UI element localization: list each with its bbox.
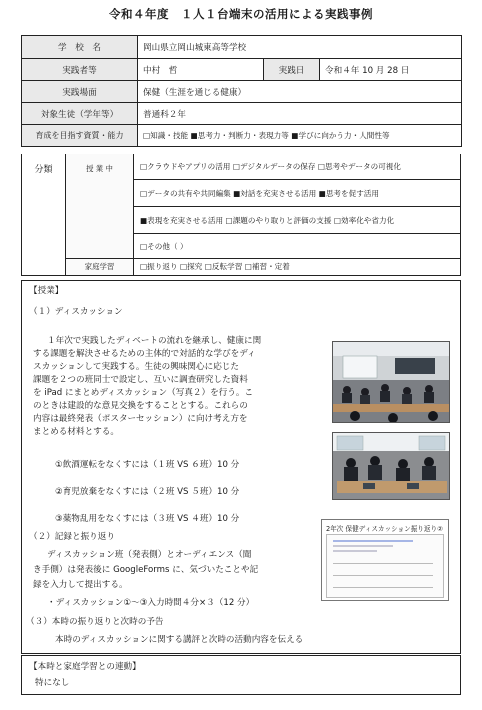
lesson-heading: 【授業】: [29, 286, 64, 296]
body-line: 内容は最終発表（ポスターセッション）に向け考え方を: [33, 414, 248, 424]
forms-text-bar: [333, 545, 393, 547]
section-2-title: （２）記録と振り返り: [29, 532, 115, 542]
body-line: １年次で実践したディベートの流れを継承し、健康に関: [47, 336, 262, 346]
home-study-label: 家庭学習: [66, 259, 134, 275]
target-label: 対象生徒（学年等）: [22, 103, 138, 125]
body-line: スカッションして実践する。生徒の興味関心に応じた: [33, 362, 239, 372]
forms-preview: [326, 534, 444, 598]
section-3-title: （３）本時の振り返りと次時の予告: [26, 617, 164, 627]
classification-section: [21, 154, 461, 276]
school-value: 岡山県立岡山城東高等学校: [138, 36, 462, 59]
classroom-image: [333, 342, 450, 423]
forms-field: [333, 583, 433, 588]
group-discussion-image: [333, 433, 450, 500]
classroom-photo-1: [332, 341, 450, 423]
body-line: する課題を解決させるための主体的で対話的な学びをディ: [33, 349, 256, 359]
forms-field: [333, 571, 433, 576]
scene-label: 実践場面: [22, 81, 138, 103]
forms-text-bar: [333, 550, 377, 552]
body-line: 課題を２つの班同士で設定し、互いに調査研究した資料: [33, 375, 248, 385]
classification-option-row: □その他（ ）: [134, 234, 461, 259]
section-1-title: （１）ディスカッション: [29, 307, 123, 317]
classification-option-row: □クラウドやアプリの活用 □デジタルデータの保存 □思考やデータの可視化: [134, 154, 461, 180]
ability-value: □知識・技能 ■思考力・判断力・表現力等 ■学びに向かう力・人間性等: [138, 125, 462, 147]
school-label: 学 校 名: [22, 36, 138, 59]
discussion-item: ①飲酒運転をなくすには（１班 VS ６班）10 分: [55, 460, 240, 470]
home-study-options: □振り返り □探究 □反転学習 □補習・定着: [140, 262, 290, 271]
section-2-line: き手側）は発表後に GoogleForms に、気づいたことや記: [33, 565, 259, 575]
scene-value: 保健（生涯を通じる健康）: [138, 81, 462, 103]
forms-header-bar: [333, 540, 413, 542]
body-line: まとめる材料とする。: [33, 427, 119, 437]
classification-label: 分類: [22, 154, 66, 275]
section-2-line: ディスカッション班（発表側）とオーディエンス（聞: [47, 550, 252, 560]
date-label: 実践日: [264, 59, 320, 81]
teacher-value: 中村 哲: [138, 59, 264, 81]
target-value: 普通科２年: [138, 103, 462, 125]
body-line: のときは建設的な意見交換をすることとする。これらの: [33, 401, 248, 411]
classification-option-row: ■表現を充実させる活用 □課題のやり取りと評価の支援 □効率化や省力化: [134, 207, 461, 234]
teacher-label: 実践者等: [22, 59, 138, 81]
home-study-link-section: [21, 655, 461, 695]
section-3-body: 本時のディスカッションに関する講評と次時の活動内容を伝える: [55, 635, 304, 645]
discussion-item: ③薬物乱用をなくすには（３班 VS ４班）10 分: [55, 514, 240, 524]
input-time-bullet: ・ディスカッション①～③入力時間４分×３（12 分）: [47, 598, 255, 608]
date-value: 令和４年 10 月 28 日: [320, 59, 462, 81]
google-forms-screenshot: [321, 519, 449, 601]
link-body: 特になし: [35, 678, 70, 688]
section-2-line: 録を入力して提出する。: [33, 580, 128, 590]
classification-option-row: □データの共有や共同編集 ■対話を充実させる活用 ■思考を促す活用: [134, 180, 461, 207]
body-line: を iPad にまとめディスカッション（写真２）を行う。こ: [33, 388, 254, 398]
link-heading: 【本時と家庭学習との連動】: [29, 662, 141, 672]
forms-title: 2年次 保健ディスカッション振り返り②: [326, 525, 443, 533]
document-title: 令和４年度 １人１台端末の活用による実践事例: [109, 7, 373, 21]
discussion-item: ②育児放棄をなくすには（２班 VS ５班）10 分: [55, 487, 240, 497]
in-class-label: 授 業 中: [66, 154, 134, 259]
header-table: [21, 35, 462, 147]
forms-field: [333, 559, 433, 564]
classroom-photo-2: [332, 432, 450, 500]
ability-label: 育成を目指す資質・能力: [22, 125, 138, 147]
